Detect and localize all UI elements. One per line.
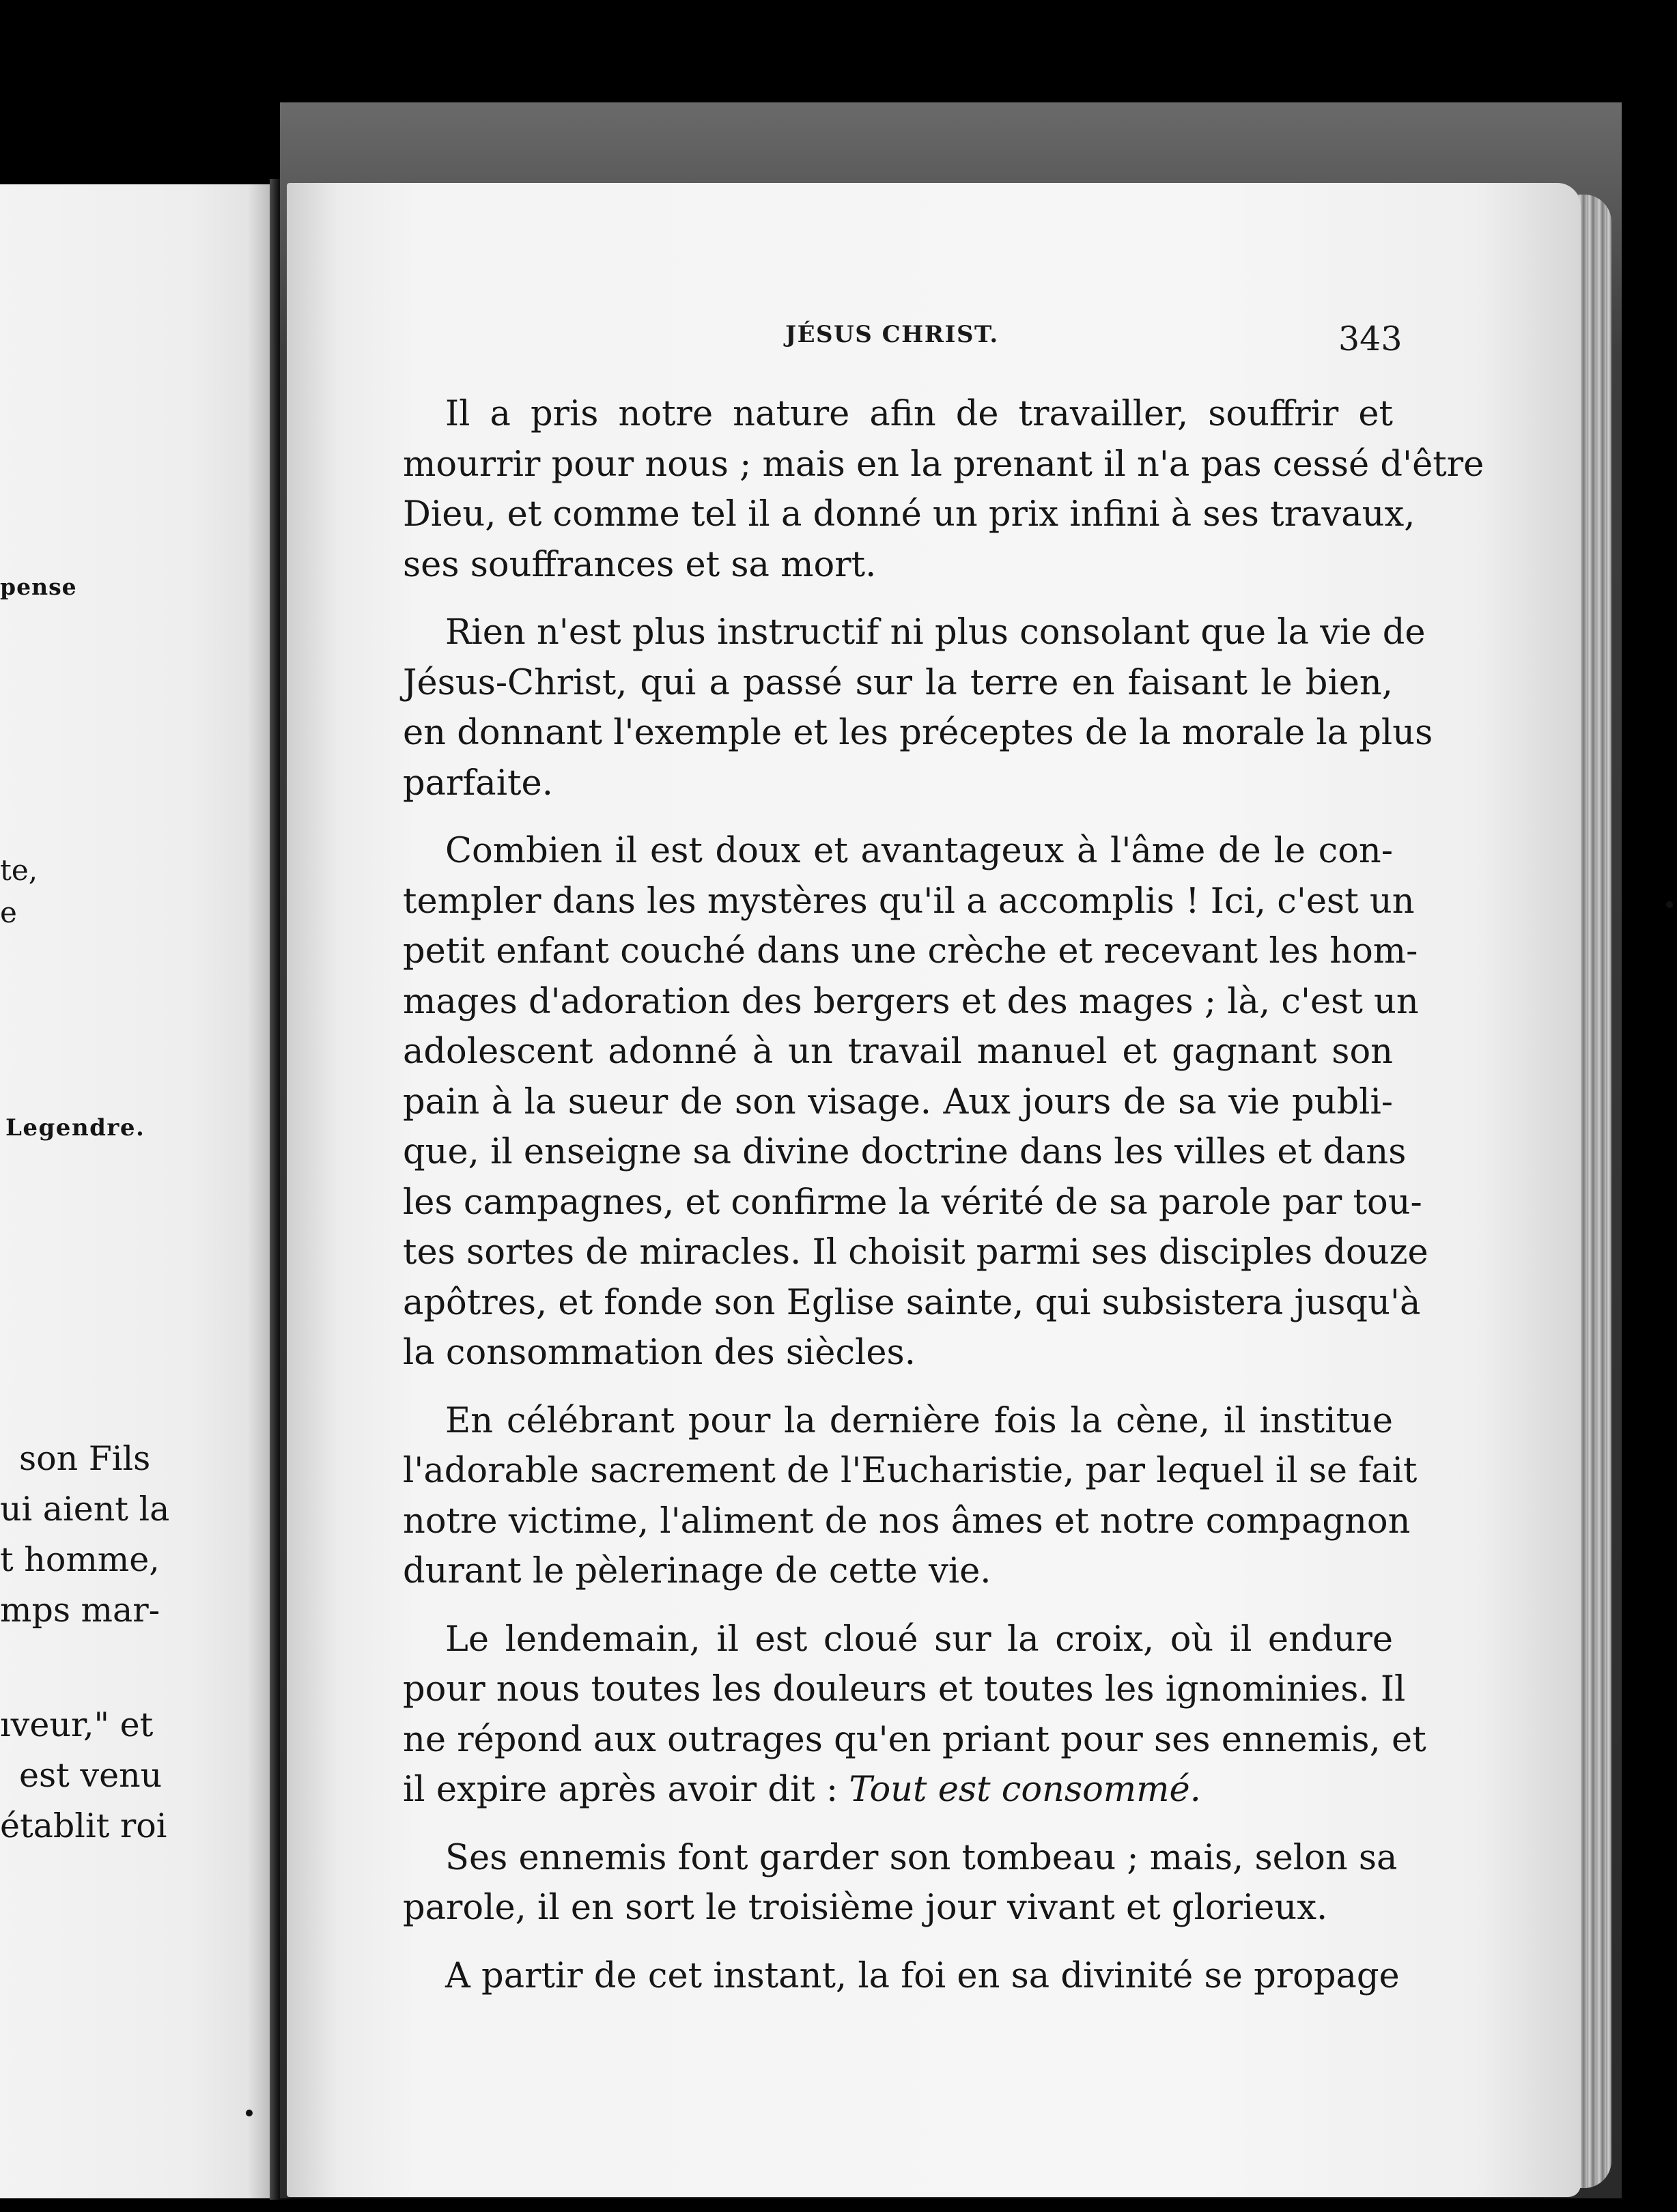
text-line [403,1446,1418,1497]
paragraph-gap [403,590,1393,608]
text-line [403,1615,1393,1665]
text-line [403,708,1433,758]
paragraph-gap [403,808,1393,826]
text-line [403,1715,1426,1766]
line-text: apôtres, et fonde son Eglise sainte, qui subsistera jusqu'à [403,1282,1421,1323]
line-text: mages d'adoration des bergers et des mages ; là, c'est un [403,981,1419,1022]
previous-page-fragment-text: t homme, [0,1540,160,1579]
paragraph [403,389,1484,590]
text-line [403,1127,1407,1178]
previous-page-fragment-text: est venu [19,1756,163,1795]
line-text: Jésus-Christ, qui a passé sur la terre en faisant le bien, [403,662,1393,703]
previous-page-fragment-text: Legendre. [5,1114,145,1142]
line-text: la consommation des siècles. [403,1333,916,1373]
previous-page-fragment-text: te, [0,853,38,887]
page-number: 343 [1338,320,1403,358]
previous-page-fragment-text: pense [0,573,77,600]
text-line [403,926,1418,977]
paragraph [403,1396,1418,1597]
text-line [403,1546,1393,1597]
line-text: tes sortes de miracles. Il choisit parmi ses disciples douze [403,1232,1428,1273]
line-text: pour nous toutes les douleurs et toutes les ignominies. Il [403,1669,1406,1710]
previous-page-fragment [0,184,270,2198]
previous-page-fragment-text: mps mar- [0,1591,160,1630]
text-line [403,1664,1406,1715]
line-text: Combien il est doux et avantageux à l'âme de le con- [445,831,1393,871]
line-text: notre victime, l'aliment de nos âmes et notre compagnon [403,1501,1411,1542]
text-line [403,1278,1421,1329]
line-text: mourrir pour nous ; mais en la prenant il n'a pas cessé d'être [403,444,1484,485]
line-text: ne répond aux outrages qu'en priant pour ses ennemis, et [403,1719,1426,1760]
line-text: En célébrant pour la dernière fois la cène, il institue [445,1400,1393,1441]
line-text: adolescent adonné à un travail manuel et gagnant son [403,1032,1393,1072]
text-line [403,1396,1393,1447]
line-text: l'adorable sacrement de l'Eucharistie, par lequel il se fait [403,1451,1418,1491]
text-line [403,540,1393,591]
line-text: que, il enseigne sa divine doctrine dans les villes et dans [403,1132,1407,1172]
scan-speck [246,2110,253,2116]
text-line [403,1077,1393,1128]
text-line [403,1228,1428,1278]
text-line [403,758,1393,809]
text-line [403,877,1415,927]
text-line [403,490,1415,540]
text-line [403,608,1426,658]
paragraph [403,1615,1426,1815]
line-text: parole, il en sort le troisième jour vivant et glorieux. [403,1888,1328,1928]
text-line [403,1951,1400,2002]
line-text: Rien n'est plus instructif ni plus consolant que la vie de [445,612,1426,653]
paragraph-gap [403,1815,1393,1833]
text-line [403,977,1419,1027]
line-text: A partir de cet instant, la foi en sa divinité se propage [445,1955,1400,1996]
paragraph-gap [403,1933,1393,1951]
text-line [403,1328,1393,1378]
line-text: en donnant l'exemple et les préceptes de la morale la plus [403,713,1433,753]
text-line [403,1833,1398,1884]
paragraph [403,1833,1398,1933]
text-line [403,389,1393,440]
line-text: les campagnes, et confirme la vérité de sa parole par tou- [403,1182,1422,1223]
line-text: ses souffrances et sa mort. [403,544,877,585]
text-line [403,1765,1393,1815]
line-text: il expire après avoir dit : [403,1770,838,1810]
text-line [403,658,1393,709]
text-line [403,1883,1393,1933]
line-text: Le lendemain, il est cloué sur la croix, où il endure [445,1619,1393,1660]
body-text [403,389,1484,2001]
italic-quote: Tout est consommé. [849,1770,1201,1810]
line-text: petit enfant couché dans une crèche et recevant les hom- [403,931,1418,972]
line-text: Il a pris notre nature afin de travailler, souffrir et [445,394,1393,434]
text-line [403,826,1393,877]
line-text: Ses ennemis font garder son tombeau ; mais, selon sa [445,1837,1398,1878]
running-head: JÉSUS CHRIST. [785,321,999,348]
line-text: pain à la sueur de son visage. Aux jours de sa vie publi- [403,1081,1393,1122]
text-line [403,1178,1422,1228]
paragraph [403,826,1428,1378]
text-line [403,440,1484,490]
paragraph-gap [403,1597,1393,1615]
previous-page-fragment-text: ui aient la [0,1490,170,1529]
scan-speck [1666,901,1673,908]
text-line [403,1497,1411,1547]
text-line [403,1027,1393,1077]
line-text: durant le pèlerinage de cette vie. [403,1551,991,1591]
paragraph [403,608,1433,808]
previous-page-fragment-text: établit roi [0,1806,167,1845]
paragraph [403,1951,1400,2002]
paragraph-gap [403,1378,1393,1396]
line-text: templer dans les mystères qu'il a accomplis ! Ici, c'est un [403,881,1415,922]
line-text: parfaite. [403,763,553,804]
line-text: Dieu, et comme tel il a donné un prix infini à ses travaux, [403,494,1415,535]
previous-page-fragment-text: e [0,896,17,929]
previous-page-fragment-text: ıveur," et [0,1705,154,1744]
previous-page-fragment-text: son Fils [19,1439,151,1478]
